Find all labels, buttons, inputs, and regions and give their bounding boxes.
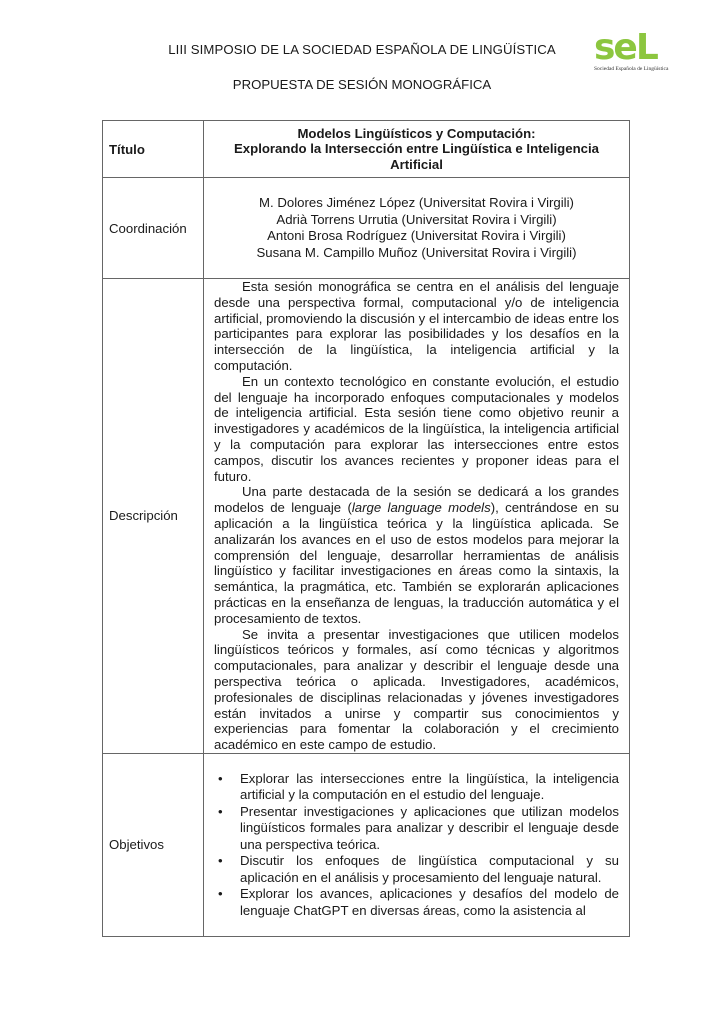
coordination-row xyxy=(103,178,630,279)
objective-text: Presentar investigaciones y aplicaciones que utilizan modelos lingüísticos formales para analizar y describir el lenguaje desde una perspectiva teórica. xyxy=(240,803,619,852)
description-paragraph-1: Esta sesión monográfica se centra en el análisis del lenguaje desde una perspectiva formal, computacional y/o de inteligencia artificial, promoviendo la discusión y el intercambio de ideas entre los participantes para explorar las posibilidades y los desafíos en la intersección de la lingüística, la inteligencia artificial y la computación. xyxy=(214,279,619,373)
title-line-3: Artificial xyxy=(390,156,443,172)
description-paragraph-3 xyxy=(214,484,619,626)
description-paragraph-4: Se invita a presentar investigaciones que utilicen modelos lingüísticos teóricos y formales, así como técnicas y algoritmos computacionales, para analizar y describir el lenguaje desde una perspectiva teórica o aplicada. Investigadores, académicos, profesionales de disciplinas relacionadas y jóvenes investigadores están invitados a unirse y compartir sus conocimientos y experiencias para fomentar la colaboración y el crecimiento académico en este campo de estudio. xyxy=(214,626,619,753)
objective-text: Explorar los avances, aplicaciones y desafíos del modelo de lenguaje ChatGPT en diversas áreas, como la asistencia al xyxy=(240,886,619,918)
objective-text: Explorar las intersecciones entre la lingüística, la inteligencia artificial y la computación en el estudio del lenguaje. xyxy=(240,770,619,803)
description-row xyxy=(103,279,630,754)
bullet-icon: • xyxy=(218,853,223,869)
sel-logo-mark: seL xyxy=(594,27,657,68)
title-value xyxy=(204,121,630,178)
objective-item xyxy=(214,771,619,804)
title-line-2: Explorando la Intersección entre Lingüística e Inteligencia xyxy=(234,141,599,157)
coordination-label: Coordinación xyxy=(103,178,204,279)
title-line-1: Modelos Lingüísticos y Computación: xyxy=(297,125,536,141)
objective-text: Discutir los enfoques de lingüística computacional y su aplicación en el análisis y procesamiento del lenguaje natural. xyxy=(240,853,619,885)
p3-text-after: ), centrándose en su aplicación a la lingüística teórica y la lingüística aplicada. Se analizarán los avances en el uso de estos modelos para mejorar la comprensión del lenguaje, desarrollar herramientas de análisis lingüístico y facilitar investigaciones en áreas como la sintaxis, la semántica, la pragmática, etc. También se explorarán aplicaciones prácticas en la enseñanza de lenguas, la traducción automática y el procesamiento de textos. xyxy=(214,500,619,626)
objectives-row xyxy=(103,753,630,936)
bullet-icon: • xyxy=(218,803,223,819)
bullet-icon: • xyxy=(218,886,223,902)
p3-text-before: Una parte destacada de la sesión se dedicará a los grandes modelos de lenguaje ( xyxy=(214,484,619,516)
description-label: Descripción xyxy=(103,279,204,754)
p3-italic-term: large language models xyxy=(351,500,491,516)
proposal-table xyxy=(102,120,630,937)
sel-logo-subtitle: Sociedad Española de Lingüística xyxy=(594,66,669,72)
objective-item xyxy=(214,804,619,854)
description-paragraph-2: En un contexto tecnológico en constante evolución, el estudio del lenguaje ha incorporado enfoques computacionales y modelos de inteligencia artificial. Esta sesión tiene como objetivo reunir a investigadores y académicos de la lingüística, la inteligencia artificial y la computación para explorar las intersecciones entre estos campos, discutir los avances recientes y proponer ideas para el futuro. xyxy=(214,373,619,484)
description-value xyxy=(204,279,630,754)
objective-item xyxy=(214,886,619,919)
objectives-label: Objetivos xyxy=(103,753,204,936)
title-label: Título xyxy=(103,121,204,178)
bullet-icon: • xyxy=(218,770,223,786)
coordinator: Adrià Torrens Urrutia (Universitat Rovira i Virgili) xyxy=(276,211,557,227)
coordinator: Antoni Brosa Rodríguez (Universitat Rovira i Virgili) xyxy=(267,228,566,243)
objectives-list xyxy=(214,771,619,920)
objectives-value xyxy=(204,753,630,936)
coordination-value xyxy=(204,178,630,279)
proposal-subheader: PROPUESTA DE SESIÓN MONOGRÁFICA xyxy=(232,77,492,92)
sel-logo xyxy=(594,27,686,80)
objective-item xyxy=(214,853,619,886)
symposium-header: LIII SIMPOSIO DE LA SOCIEDAD ESPAÑOLA DE LINGÜÍSTICA xyxy=(168,42,556,57)
title-row xyxy=(103,121,630,178)
coordinator: M. Dolores Jiménez López (Universitat Rovira i Virgili) xyxy=(259,195,574,210)
coordinator: Susana M. Campillo Muñoz (Universitat Rovira i Virgili) xyxy=(256,244,577,260)
